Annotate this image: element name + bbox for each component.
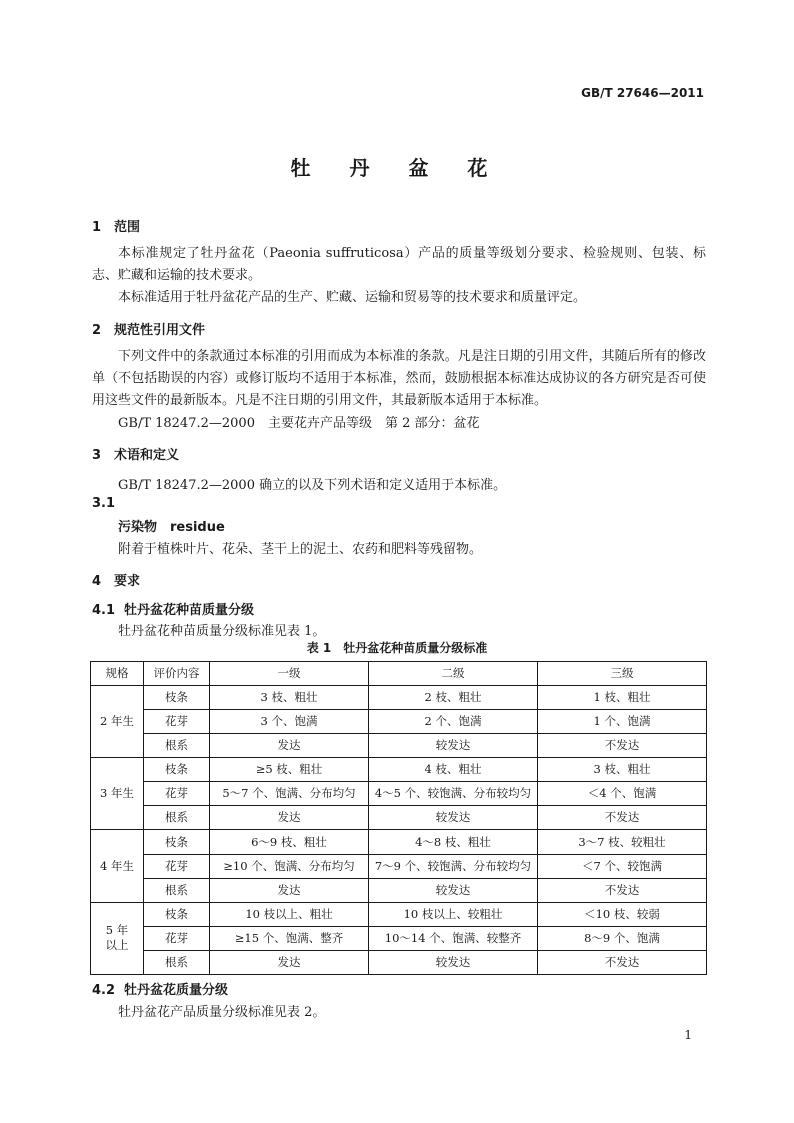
standard-code: GB/T 27646—2011	[581, 86, 704, 100]
table-row	[91, 782, 707, 806]
table-header-cell: 二级	[369, 662, 538, 686]
table-cell: 较发达	[369, 950, 538, 974]
table-row	[91, 950, 707, 974]
table-cell: 1 个、饱满	[538, 710, 707, 734]
table-row	[91, 758, 707, 782]
section-number: 2	[92, 323, 102, 338]
table-row	[91, 734, 707, 758]
section-2-paragraph: 下列文件中的条款通过本标准的引用而成为本标准的条款。凡是注日期的引用文件，其随后所有的修改单（不包括勘误的内容）或修订版均不适用于本标准，然而，鼓励根据本标准达成协议的各方研究是否可使用这些文件的最新版本。凡是不注日期的引用文件，其最新版本适用于本标准。	[92, 349, 706, 408]
spec-cell: 4 年生	[91, 830, 144, 902]
table-cell: 2 个、饱满	[369, 710, 538, 734]
table-row	[91, 686, 707, 710]
section-number: 4.1	[92, 603, 116, 618]
section-number: 4.2	[92, 983, 116, 998]
table-cell: 较发达	[369, 734, 538, 758]
section-title: 规范性引用文件	[114, 323, 206, 338]
table-cell: 枝条	[144, 830, 210, 854]
table-row	[91, 710, 707, 734]
table-cell: 10 枝以上、粗壮	[210, 902, 369, 926]
table-cell: ≥15 个、饱满、整齐	[210, 926, 369, 950]
table-cell: ＜10 枝、较弱	[538, 902, 707, 926]
subsection-4-1-paragraph: 牡丹盆花种苗质量分级标准见表 1。	[118, 624, 326, 639]
table-cell: 枝条	[144, 902, 210, 926]
table-cell: 不发达	[538, 950, 707, 974]
subsection-3-1-number: 3.1	[92, 496, 116, 511]
subsection-4-2-heading	[92, 979, 228, 998]
table-cell: 7～9 个、较饱满、分布较均匀	[369, 854, 538, 878]
table-row	[91, 878, 707, 902]
document-title: 牡 丹 盆 花	[290, 156, 504, 180]
table-row	[91, 926, 707, 950]
table-cell: 3 枝、粗壮	[210, 686, 369, 710]
table-row	[91, 806, 707, 830]
table-cell: 根系	[144, 950, 210, 974]
subsection-4-1-heading	[92, 599, 254, 618]
table-cell: 发达	[210, 734, 369, 758]
table-cell: 花芽	[144, 710, 210, 734]
table-cell: 6～9 枝、粗壮	[210, 830, 369, 854]
section-3-paragraph: GB/T 18247.2—2000 确立的以及下列术语和定义适用于本标准。	[118, 478, 507, 493]
section-3-heading	[92, 444, 179, 463]
table-header-cell: 一级	[210, 662, 369, 686]
section-1-paragraph-1: 本标准规定了牡丹盆花（Paeonia suffruticosa）产品的质量等级划分要求、检验规则、包装、标志、贮藏和运输的技术要求。	[92, 246, 706, 283]
section-title: 牡丹盆花质量分级	[124, 983, 229, 998]
section-title: 牡丹盆花种苗质量分级	[124, 603, 255, 618]
table-cell: 8～9 个、饱满	[538, 926, 707, 950]
table-cell: 4～5 个、较饱满、分布较均匀	[369, 782, 538, 806]
table-1-caption: 表 1 牡丹盆花种苗质量分级标准	[306, 641, 488, 655]
table-cell: 较发达	[369, 806, 538, 830]
table-cell: 3 枝、粗壮	[538, 758, 707, 782]
table-cell: 根系	[144, 878, 210, 902]
table-cell: 10～14 个、饱满、较整齐	[369, 926, 538, 950]
table-cell: 根系	[144, 806, 210, 830]
section-number: 1	[92, 220, 102, 235]
spec-cell: 3 年生	[91, 758, 144, 830]
table-row	[91, 830, 707, 854]
table-header-cell: 评价内容	[144, 662, 210, 686]
spec-cell: 2 年生	[91, 686, 144, 758]
section-4-heading	[92, 570, 140, 589]
section-number: 3	[92, 448, 102, 463]
section-title: 范围	[114, 220, 141, 235]
table-cell: ≥5 枝、粗壮	[210, 758, 369, 782]
table-cell: 花芽	[144, 926, 210, 950]
table-1	[90, 661, 707, 975]
table-cell: 3～7 枝、较粗壮	[538, 830, 707, 854]
table-cell: ＜4 个、饱满	[538, 782, 707, 806]
table-cell: 花芽	[144, 854, 210, 878]
table-cell: 2 枝、粗壮	[369, 686, 538, 710]
table-header-cell: 三级	[538, 662, 707, 686]
table-cell: 4 枝、粗壮	[369, 758, 538, 782]
table-cell: 发达	[210, 806, 369, 830]
table-cell: ≥10 个、饱满、分布均匀	[210, 854, 369, 878]
table-cell: 不发达	[538, 734, 707, 758]
table-cell: 枝条	[144, 686, 210, 710]
table-cell: 花芽	[144, 782, 210, 806]
table-cell: 较发达	[369, 878, 538, 902]
table-cell: 发达	[210, 878, 369, 902]
table-cell: ＜7 个、较饱满	[538, 854, 707, 878]
table-cell: 5～7 个、饱满、分布均匀	[210, 782, 369, 806]
section-1-heading	[92, 216, 140, 235]
table-cell: 不发达	[538, 806, 707, 830]
section-2-heading	[92, 319, 205, 338]
normative-reference: GB/T 18247.2—2000 主要花卉产品等级 第 2 部分：盆花	[118, 416, 480, 431]
section-title: 要求	[114, 574, 141, 589]
table-cell: 3 个、饱满	[210, 710, 369, 734]
section-title: 术语和定义	[114, 448, 180, 463]
section-number: 4	[92, 574, 102, 589]
table-cell: 4～8 枝、粗壮	[369, 830, 538, 854]
table-cell: 10 枝以上、较粗壮	[369, 902, 538, 926]
table-row	[91, 854, 707, 878]
term-entry: 污染物 residue	[118, 520, 225, 535]
page-number: 1	[684, 1028, 692, 1042]
subsection-4-2-paragraph: 牡丹盆花产品质量分级标准见表 2。	[118, 1005, 326, 1020]
table-cell: 枝条	[144, 758, 210, 782]
table-row	[91, 902, 707, 926]
table-header-cell: 规格	[91, 662, 144, 686]
section-1-paragraph-2: 本标准适用于牡丹盆花产品的生产、贮藏、运输和贸易等的技术要求和质量评定。	[118, 290, 587, 305]
spec-cell: 5 年以上	[91, 902, 144, 974]
table-cell: 不发达	[538, 878, 707, 902]
table-cell: 发达	[210, 950, 369, 974]
table-cell: 根系	[144, 734, 210, 758]
table-cell: 1 枝、粗壮	[538, 686, 707, 710]
table-header-row	[91, 662, 707, 686]
term-definition: 附着于植株叶片、花朵、茎干上的泥土、农药和肥料等残留物。	[118, 542, 483, 557]
